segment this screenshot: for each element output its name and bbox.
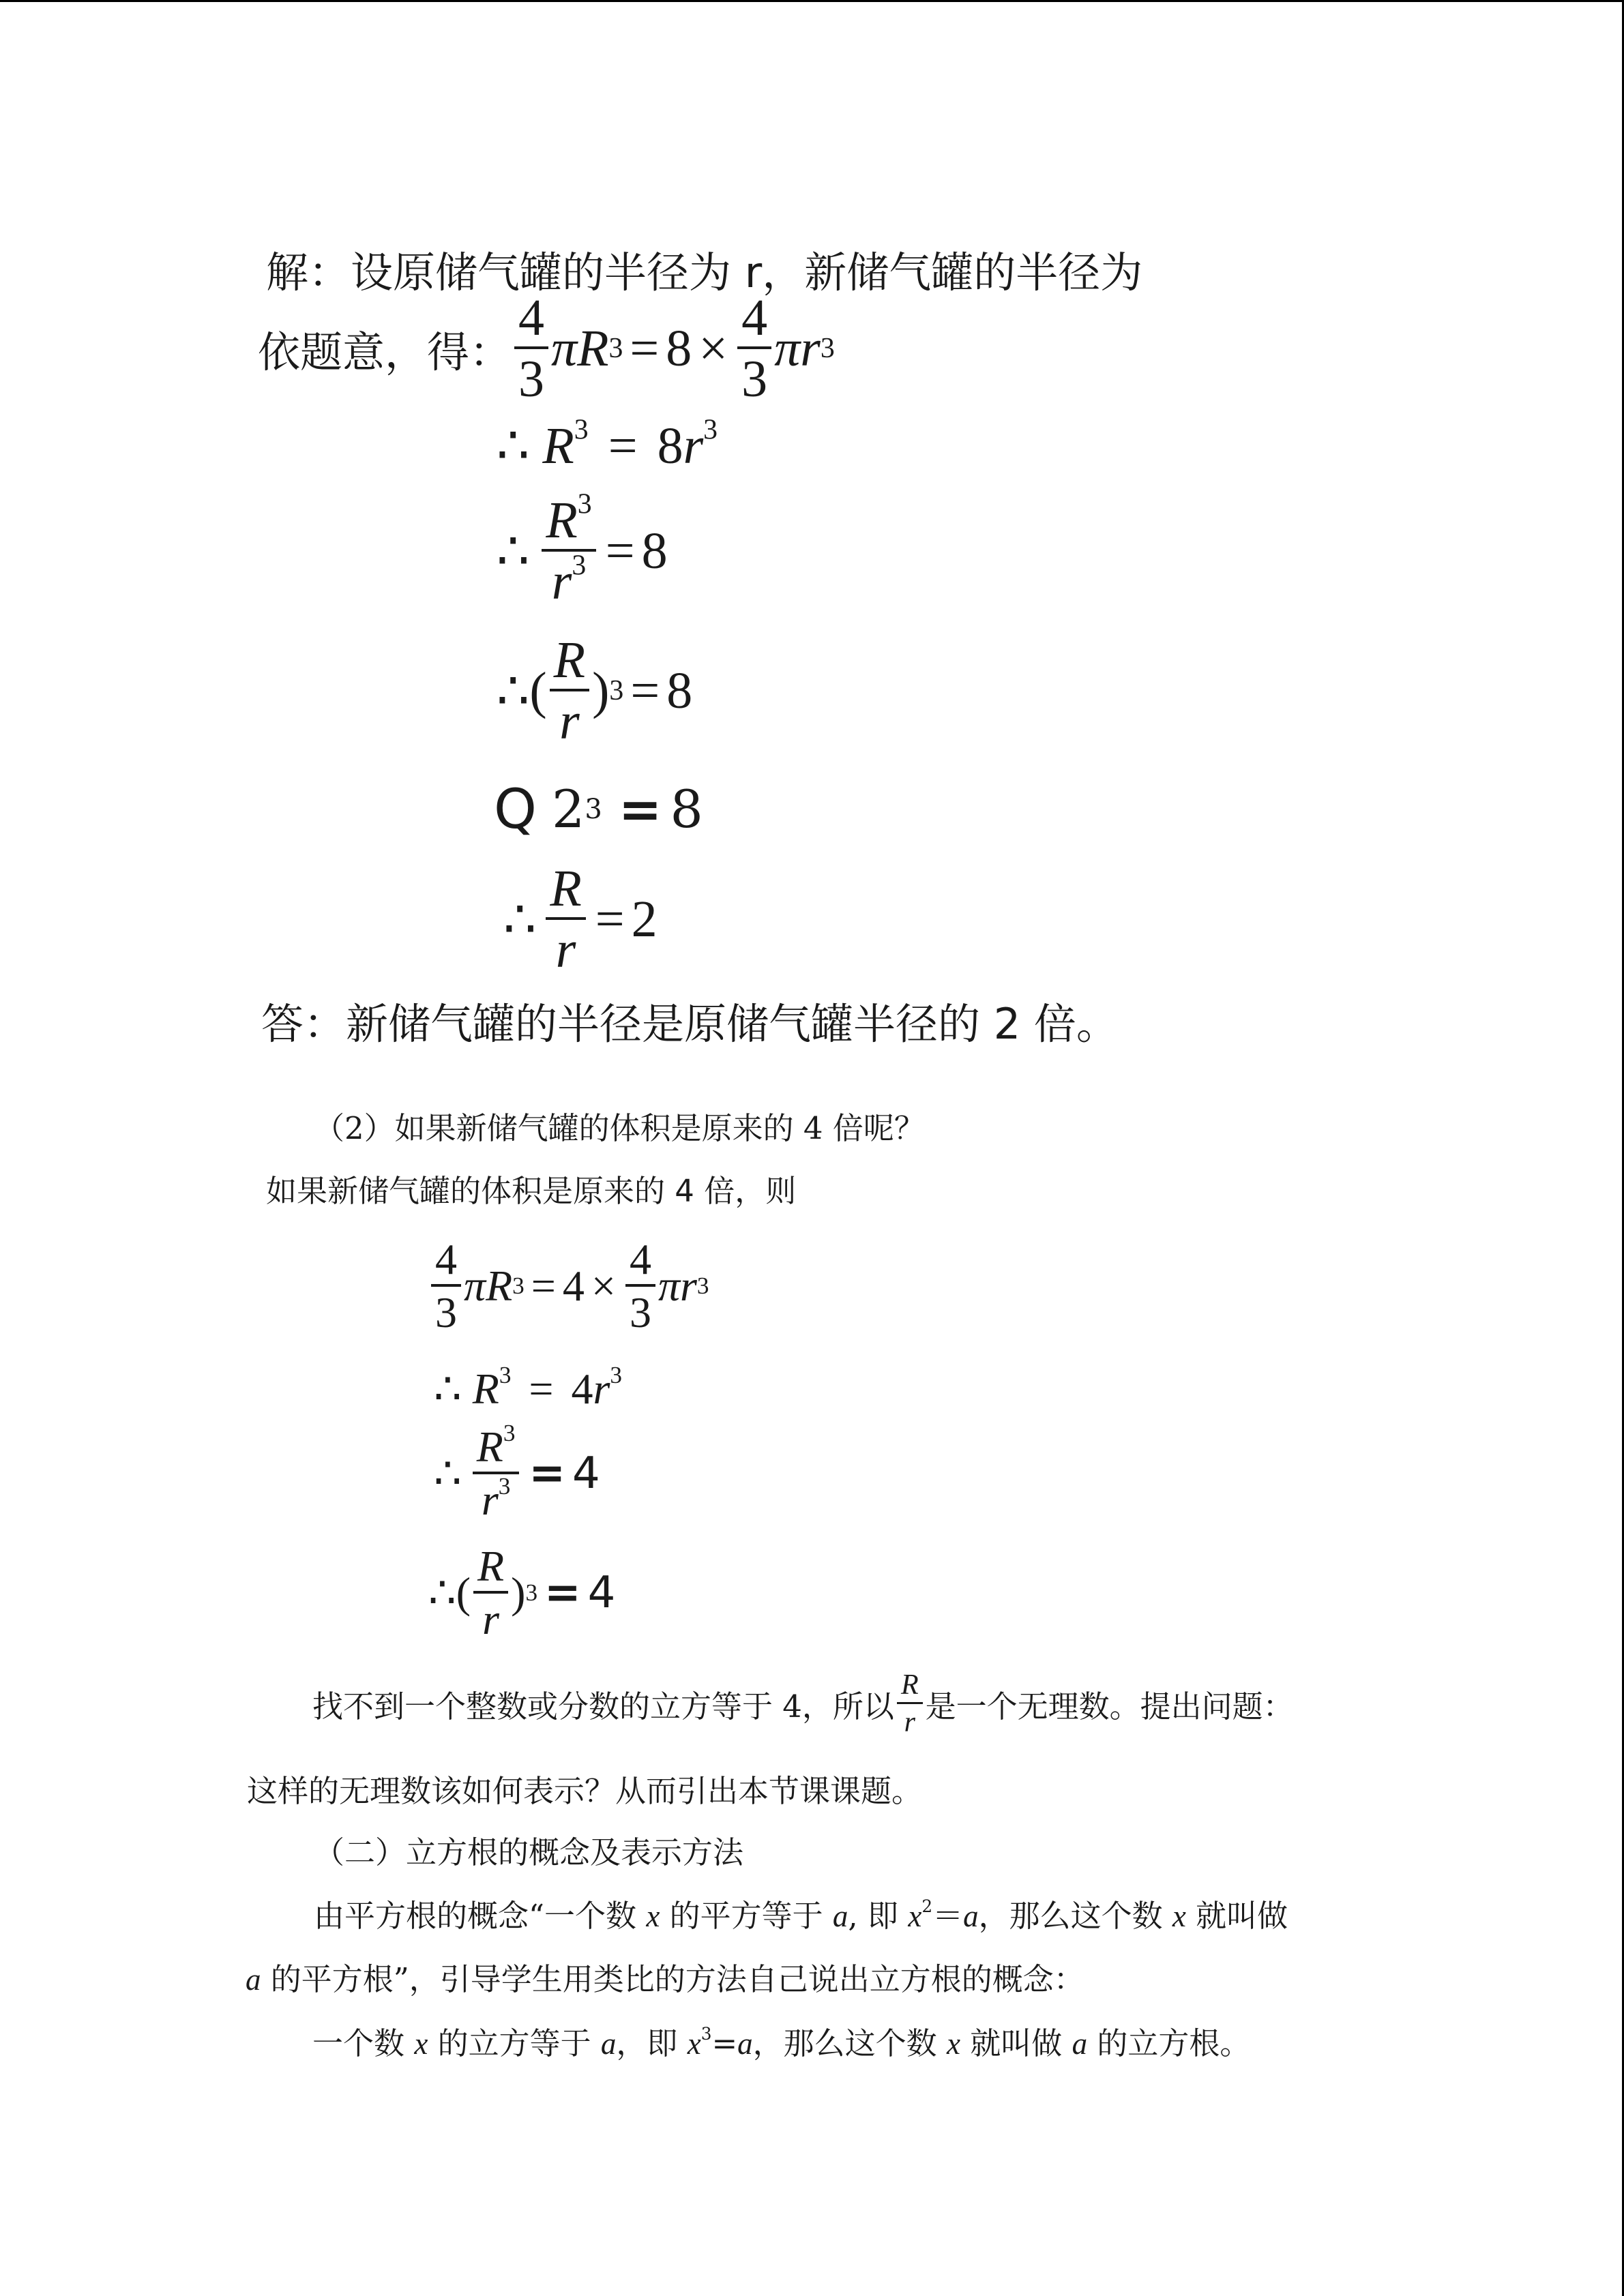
- equation-3: ∴ $\frac{R^3}{r^3}$ = 8: [497, 488, 668, 610]
- paragraph-cube-root-definition: 一个数 x 的立方等于 a，即 $x^3=a$，那么这个数 x 就叫做 a 的立方根。: [312, 2023, 1251, 2061]
- part2-equation-4: ∴ ( $\frac{R}{r}$ ) 3 = 4: [428, 1542, 616, 1643]
- part2-intro: 如果新储气罐的体积是原来的 4 倍，则: [266, 1173, 797, 1209]
- answer-line: 答：新储气罐的半径是原储气罐半径的 2 倍。: [261, 999, 1119, 1049]
- paragraph-square-root: 由平方根的概念“一个数 x 的平方等于 a, 即 $x^2=a$，那么这个数 x 就叫做: [314, 1896, 1288, 1934]
- equation-2: ∴ $R^3 = 8r^3$: [497, 414, 718, 475]
- equation-5: Q 2 3 = 8: [494, 777, 703, 841]
- paragraph-question: 这样的无理数该如何表示？从而引出本节课课题。: [247, 1773, 923, 1809]
- part2-equation-1: $\frac{4}{3}$ πR 3 = 4 × $\frac{4}{3}$ πr 3: [428, 1238, 709, 1335]
- line2-prefix: 依题意，得：: [258, 327, 512, 377]
- solution-line-2: [258, 289, 835, 408]
- solution-line-1: 解：设原储气罐的半径为 r，新储气罐的半径为: [266, 248, 1143, 297]
- part2-equation-3: ∴ $\frac{R^3}{r^3}$ = 4: [434, 1420, 600, 1524]
- section-heading: （二）立方根的概念及表示方法: [314, 1834, 744, 1870]
- equation-6: ∴ $\frac{R}{r}$ = 2: [503, 860, 658, 979]
- paragraph-square-root-cont: a 的平方根”，引导学生用类比的方法自己说出立方根的概念：: [246, 1961, 1084, 1997]
- part2-equation-2: ∴ $R^3 = 4r^3$: [434, 1362, 622, 1413]
- equation-4: ∴ ( $\frac{R}{r}$ ) 3 = 8: [497, 631, 693, 750]
- paragraph-irrational: 找不到一个整数或分数的立方等于 4，所以 $\frac{R}{r}$ 是一个无理数。提出问题：: [312, 1669, 1294, 1738]
- equation-1: $\frac{4}{3}$ πR 3 = 8 × $\frac{4}{3}$ πr 3: [512, 292, 835, 405]
- question-2: （2）如果新储气罐的体积是原来的 4 倍呢？: [314, 1110, 925, 1146]
